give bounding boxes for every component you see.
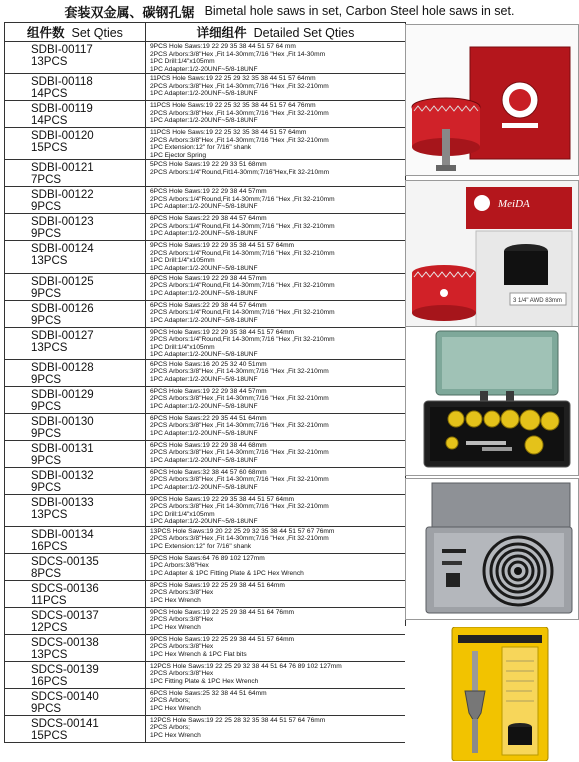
set-qty-cell	[5, 661, 146, 688]
detail-line: 1PC Extension:12" for 7/16" shank	[150, 144, 252, 152]
detail-cell	[146, 359, 406, 386]
table-row	[5, 688, 406, 715]
set-qty-cell	[5, 273, 146, 300]
item-qty: 15PCS	[31, 729, 68, 742]
set-qty-cell	[5, 413, 146, 440]
table-row	[5, 359, 406, 386]
set-qty-cell	[5, 526, 146, 553]
detail-line: 1PC Adapter:1/2-20UNF~5/8-18UNF	[150, 265, 258, 273]
detail-line: 9PCS Hole Saws:19 22 25 29 38 44 51 64 76mm	[150, 608, 295, 616]
set-qty-cell	[5, 386, 146, 413]
detail-line: 2PCS Arbors:1/4"Round,Fit 14-30mm;7/16 "Hex ,Fit 32-210mm	[150, 309, 335, 317]
detail-cell	[146, 526, 406, 553]
detail-line: 1PC Drill:1/4"x105mm	[150, 58, 215, 66]
product-photo-blister-card	[405, 626, 579, 762]
title-english: Bimetal hole saws in set, Carbon Steel hole saws in set.	[204, 4, 515, 18]
detail-line: 1PC Adapter:1/2-20UNF~5/8-18UNF	[150, 375, 258, 383]
detail-cell	[146, 688, 406, 715]
table-row	[5, 327, 406, 359]
item-qty: 9PCS	[31, 314, 62, 327]
detail-line: 6PCS Hole Saws:22 29 38 44 57 64mm	[150, 215, 267, 223]
detail-cell	[146, 553, 406, 580]
detail-line: 2PCS Arbors:3/8"Hex ,Fit 14-30mm;7/16 "Hex ,Fit 14-30mm	[150, 50, 326, 58]
detail-line: 9PCS Hole Saws:19 22 29 35 38 44 51 57 64mm	[150, 495, 295, 503]
item-qty: 9PCS	[31, 400, 62, 413]
detail-line: 1PC Adapter:1/2-20UNF~5/8-18UNF	[150, 289, 258, 297]
detail-line: 2PCS Arbors:3/8"Hex ,Fit 14-30mm;7/16 "Hex ,Fit 32-210mm	[150, 109, 329, 117]
set-qty-cell	[5, 688, 146, 715]
detail-line: 2PCS Arbors:3/8"Hex ,Fit 14-30mm;7/16 "Hex ,Fit 32-210mm	[150, 368, 329, 376]
detail-line: 1PC Hex Wrench	[150, 705, 201, 713]
detail-cell	[146, 661, 406, 688]
spec-table	[4, 22, 406, 743]
detail-line: 2PCS Arbors:1/4"Round,Fit 14-30mm;7/16 "Hex ,Fit 32-210mm	[150, 195, 335, 203]
detail-line: 13PCS Hole Saws:19 20 22 25 29 32 35 38 44 51 57 67 76mm	[150, 527, 335, 535]
item-qty: 9PCS	[31, 481, 62, 494]
table-row	[5, 300, 406, 327]
set-qty-cell	[5, 214, 146, 241]
detail-line: 1PC Drill:1/4"x105mm	[150, 257, 215, 265]
detail-cell	[146, 386, 406, 413]
detail-line: 1PC Adapter:1/2-20UNF~5/8-18UNF	[150, 429, 258, 437]
set-qty-cell	[5, 327, 146, 359]
set-qty-cell	[5, 241, 146, 273]
detail-cell	[146, 440, 406, 467]
detail-line: 2PCS Arbors:3/8"Hex ,Fit 14-30mm;7/16 "Hex ,Fit 32-210mm	[150, 535, 329, 543]
item-code: SDBI-00120	[31, 130, 94, 143]
detail-line: 6PCS Hole Saws:22 29 38 44 57 64mm	[150, 301, 267, 309]
detail-line: 2PCS Arbors:1/4"Round,Fit 14-30mm;7/16 "Hex ,Fit 32-210mm	[150, 336, 335, 344]
detail-cell	[146, 467, 406, 494]
detail-cell	[146, 187, 406, 214]
item-qty: 13PCS	[31, 56, 68, 68]
detail-line: 2PCS Arbors:1/4"Round,Fit14-30mm;7/16"Hex,Fit 32-210mm	[150, 168, 330, 176]
detail-line: 11PCS Hole Saws:19 22 25 32 35 38 44 51 57 64mm	[150, 129, 307, 137]
set-qty-cell	[5, 300, 146, 327]
table-row	[5, 580, 406, 607]
detail-line: 2PCS Arbors:1/4"Round,Fit 14-30mm;7/16 "Hex ,Fit 32-210mm	[150, 249, 335, 257]
set-qty-cell	[5, 580, 146, 607]
item-qty: 11PCS	[31, 594, 67, 607]
set-qty-cell	[5, 101, 146, 128]
set-qty-cell	[5, 440, 146, 467]
table-row	[5, 440, 406, 467]
item-code: SDCS-00140	[31, 690, 99, 703]
detail-line: 6PCS Hole Saws:25 32 38 44 51 64mm	[150, 689, 267, 697]
table-row	[5, 187, 406, 214]
detail-line: 2PCS Arbors;	[150, 697, 190, 705]
set-qty-cell	[5, 359, 146, 386]
header-detail-cn: 详细组件	[196, 26, 247, 40]
detail-line: 2PCS Arbors;	[150, 724, 190, 732]
table-row	[5, 607, 406, 634]
detail-line: 2PCS Arbors:1/4"Round,Fit 14-30mm;7/16 "Hex ,Fit 32-210mm	[150, 282, 335, 290]
item-qty: 13PCS	[31, 255, 68, 268]
item-code: SDCS-00135	[31, 555, 99, 568]
set-qty-cell	[5, 160, 146, 187]
detail-line: 1PC Adapter:1/2-20UNF~5/8-18UNF	[150, 518, 258, 526]
header-detailed-set-qties	[146, 23, 406, 42]
detail-cell	[146, 241, 406, 273]
table-row	[5, 160, 406, 187]
detail-cell	[146, 273, 406, 300]
product-photo-meida-box	[405, 180, 579, 334]
table-row	[5, 467, 406, 494]
table-row	[5, 42, 406, 74]
detail-line: 1PC Hex Wrench	[150, 732, 201, 740]
detail-line: 2PCS Arbors:3/8"Hex ,Fit 14-30mm;7/16 "Hex ,Fit 32-210mm	[150, 82, 329, 90]
set-qty-cell	[5, 467, 146, 494]
table-row	[5, 241, 406, 273]
item-qty: 13PCS	[31, 508, 68, 521]
set-qty-cell	[5, 715, 146, 742]
detail-line: 1PC Adapter & 1PC Fitting Plate & 1PC Hex Wrench	[150, 570, 304, 578]
detail-cell	[146, 327, 406, 359]
table-row	[5, 413, 406, 440]
product-photo-grey-case	[405, 478, 579, 620]
item-code: SDBI-00119	[31, 103, 93, 116]
item-code: SDBI-00117	[31, 44, 93, 56]
detail-line: 1PC Adapter:1/2-20UNF~5/8-18UNF	[150, 65, 258, 73]
product-photo-green-case	[405, 326, 579, 476]
detail-line: 1PC Drill:1/4"x105mm	[150, 510, 215, 518]
item-qty: 9PCS	[31, 454, 62, 467]
detail-cell	[146, 160, 406, 187]
header-set-qties	[5, 23, 146, 42]
detail-line: 6PCS Hole Saws:19 22 29 38 44 57mm	[150, 387, 267, 395]
table-row	[5, 74, 406, 101]
detail-line: 6PCS Hole Saws:19 22 29 38 44 57mm	[150, 274, 267, 282]
set-qty-cell	[5, 553, 146, 580]
item-code: SDBI-00121	[31, 162, 94, 175]
detail-line: 12PCS Hole Saws:19 22 25 29 32 38 44 51 64 76 89 102 127mm	[150, 662, 342, 670]
detail-cell	[146, 101, 406, 128]
item-qty: 12PCS	[31, 621, 68, 634]
item-code: SDBI-00125	[31, 275, 94, 288]
detail-line: 5PCS Hole Saws:19 22 29 33 51 68mm	[150, 161, 267, 169]
box-brand-text: MeiDA	[498, 198, 530, 210]
set-qty-cell	[5, 607, 146, 634]
detail-line: 1PC Adapter:1/2-20UNF~5/8-18UNF	[150, 351, 258, 359]
item-code: SDCS-00137	[31, 609, 99, 622]
item-qty: 7PCS	[31, 174, 62, 187]
page-title	[0, 0, 579, 22]
item-code: SDBI-00127	[31, 329, 94, 342]
detail-line: 8PCS Hole Saws:19 22 25 29 38 44 51 64mm	[150, 581, 285, 589]
item-code: SDBI-00132	[31, 469, 94, 482]
product-photos-column	[405, 22, 579, 761]
detail-line: 6PCS Hole Saws:22 29 35 44 51 64mm	[150, 414, 267, 422]
item-qty: 14PCS	[31, 88, 68, 101]
detail-cell	[146, 214, 406, 241]
item-code: SDBI-00129	[31, 388, 94, 401]
detail-line: 1PC Adapter:1/2-20UNF~5/8-18UNF	[150, 402, 258, 410]
item-code: SDBI-00122	[31, 189, 94, 202]
item-qty: 9PCS	[31, 427, 62, 440]
item-code: SDBI-00124	[31, 243, 94, 256]
table-header-row	[5, 23, 406, 42]
header-set-en: Set Qties	[71, 26, 123, 40]
detail-line: 1PC Hex Wrench & 1PC Flat bits	[150, 651, 247, 659]
detail-line: 2PCS Arbors:3/8"Hex	[150, 670, 214, 678]
set-qty-cell	[5, 42, 146, 74]
detail-line: 2PCS Arbors:3/8"Hex ,Fit 14-30mm;7/16 "Hex ,Fit 32-210mm	[150, 449, 329, 457]
detail-line: 1PC Adapter:1/2-20UNF~5/8-18UNF	[150, 90, 258, 98]
card-label-text: 3 1/4" AWD 83mm	[513, 298, 562, 304]
item-code: SDBI-00131	[31, 442, 94, 455]
table-row	[5, 553, 406, 580]
detail-line: 1PC Adapter:1/2-20UNF~5/8-18UNF	[150, 456, 258, 464]
table-row	[5, 494, 406, 526]
set-qty-cell	[5, 634, 146, 661]
title-chinese: 套装双金属、碳钢孔锯	[64, 4, 195, 20]
item-code: SDBI-00134	[31, 528, 94, 541]
detail-line: 9PCS Hole Saws:19 22 25 29 38 44 51 57 64mm	[150, 635, 295, 643]
detail-line: 1PC Extension:12" for 7/16" shank	[150, 543, 252, 551]
item-qty: 15PCS	[31, 142, 68, 155]
item-code: SDBI-00123	[31, 216, 94, 229]
detail-cell	[146, 300, 406, 327]
detail-cell	[146, 494, 406, 526]
item-code: SDBI-00130	[31, 415, 94, 428]
detail-line: 6PCS Hole Saws:32 38 44 57 60 68mm	[150, 468, 267, 476]
detail-line: 2PCS Arbors:3/8"Hex ,Fit 14-30mm;7/16 "Hex ,Fit 32-210mm	[150, 136, 329, 144]
item-code: SDCS-00136	[31, 582, 99, 595]
item-qty: 9PCS	[31, 287, 62, 300]
item-qty: 16PCS	[31, 540, 68, 553]
detail-line: 1PC Adapter:1/2-20UNF~5/8-18UNF	[150, 230, 258, 238]
detail-line: 2PCS Arbors:3/8"Hex	[150, 589, 214, 597]
set-qty-cell	[5, 494, 146, 526]
item-qty: 13PCS	[31, 648, 68, 661]
detail-line: 11PCS Hole Saws:19 22 25 29 32 35 38 44 51 57 64mm	[150, 75, 316, 83]
detail-line: 2PCS Arbors:3/8"Hex ,Fit 14-30mm;7/16 "Hex ,Fit 32-210mm	[150, 395, 329, 403]
item-code: SDCS-00141	[31, 717, 99, 730]
detail-cell	[146, 128, 406, 160]
detail-line: 1PC Hex Wrench	[150, 597, 201, 605]
detail-cell	[146, 74, 406, 101]
detail-line: 2PCS Arbors:3/8"Hex	[150, 643, 214, 651]
product-photo-red-holesaw-box	[405, 24, 579, 176]
detail-cell	[146, 634, 406, 661]
set-qty-cell	[5, 187, 146, 214]
item-qty: 13PCS	[31, 341, 68, 354]
set-qty-cell	[5, 128, 146, 160]
table-row	[5, 526, 406, 553]
header-set-cn: 组件数	[27, 26, 65, 40]
item-code: SDCS-00138	[31, 636, 99, 649]
table-row	[5, 273, 406, 300]
table-row	[5, 386, 406, 413]
detail-line: 9PCS Hole Saws:19 22 29 35 38 44 51 57 64mm	[150, 328, 295, 336]
detail-cell	[146, 42, 406, 74]
detail-line: 1PC Hex Wrench	[150, 624, 201, 632]
item-code: SDBI-00126	[31, 302, 94, 315]
table-row	[5, 661, 406, 688]
item-code: SDBI-00133	[31, 496, 94, 509]
item-qty: 14PCS	[31, 115, 68, 128]
detail-line: 1PC Adapter:1/2-20UNF~5/8-18UNF	[150, 316, 258, 324]
detail-line: 1PC Drill:1/4"x105mm	[150, 343, 215, 351]
item-code: SDBI-00118	[31, 76, 93, 89]
detail-line: 2PCS Arbors:3/8"Hex ,Fit 14-30mm;7/16 "Hex ,Fit 32-210mm	[150, 476, 329, 484]
item-qty: 16PCS	[31, 675, 68, 688]
set-qty-cell	[5, 74, 146, 101]
item-qty: 8PCS	[31, 567, 62, 580]
detail-line: 1PC Arbors:3/8"Hex	[150, 562, 209, 570]
detail-line: 9PCS Hole Saws:19 22 29 35 38 44 51 57 64mm	[150, 242, 295, 250]
detail-line: 12PCS Hole Saws:19 22 25 28 32 35 38 44 51 57 64 76mm	[150, 716, 326, 724]
detail-cell	[146, 607, 406, 634]
table-row	[5, 214, 406, 241]
detail-line: 6PCS Hole Saws:19 22 29 38 44 68mm	[150, 441, 267, 449]
detail-cell	[146, 413, 406, 440]
detail-line: 2PCS Arbors:3/8"Hex ,Fit 14-30mm;7/16 "Hex ,Fit 32-210mm	[150, 422, 329, 430]
detail-line: 1PC Adapter:1/2-20UNF~5/8-18UNF	[150, 483, 258, 491]
detail-line: 11PCS Hole Saws:19 22 25 32 35 38 44 51 57 64 76mm	[150, 102, 316, 110]
detail-line: 6PCS Hole Saws:19 22 29 38 44 57mm	[150, 188, 267, 196]
table-row	[5, 101, 406, 128]
detail-line: 2PCS Arbors:1/4"Round,Fit 14-30mm;7/16 "Hex ,Fit 32-210mm	[150, 222, 335, 230]
item-code: SDBI-00128	[31, 361, 94, 374]
header-detail-en: Detailed Set Qties	[253, 26, 355, 40]
table-row	[5, 128, 406, 160]
table-row	[5, 634, 406, 661]
detail-line: 6PCS Hole Saws:16 20 25 32 40 51mm	[150, 360, 267, 368]
item-qty: 9PCS	[31, 201, 62, 214]
detail-line: 2PCS Arbors:3/8"Hex ,Fit 14-30mm;7/16 "Hex ,Fit 32-210mm	[150, 503, 329, 511]
detail-line: 1PC Adapter:1/2-20UNF~5/8-18UNF	[150, 117, 258, 125]
item-qty: 9PCS	[31, 702, 62, 715]
detail-line: 1PC Ejector Spring	[150, 151, 207, 159]
detail-cell	[146, 580, 406, 607]
item-qty: 9PCS	[31, 228, 62, 241]
detail-line: 1PC Fitting Plate & 1PC Hex Wrench	[150, 678, 259, 686]
detail-line: 1PC Adapter:1/2-20UNF~5/8-18UNF	[150, 203, 258, 211]
detail-cell	[146, 715, 406, 742]
detail-line: 5PCS Hole Saws:64 76 89 102 127mm	[150, 554, 265, 562]
item-code: SDCS-00139	[31, 663, 99, 676]
detail-line: 2PCS Arbors:3/8"Hex	[150, 616, 214, 624]
detail-line: 9PCS Hole Saws:19 22 29 35 38 44 51 57 64 mm	[150, 43, 296, 50]
item-qty: 9PCS	[31, 373, 62, 386]
table-row	[5, 715, 406, 742]
